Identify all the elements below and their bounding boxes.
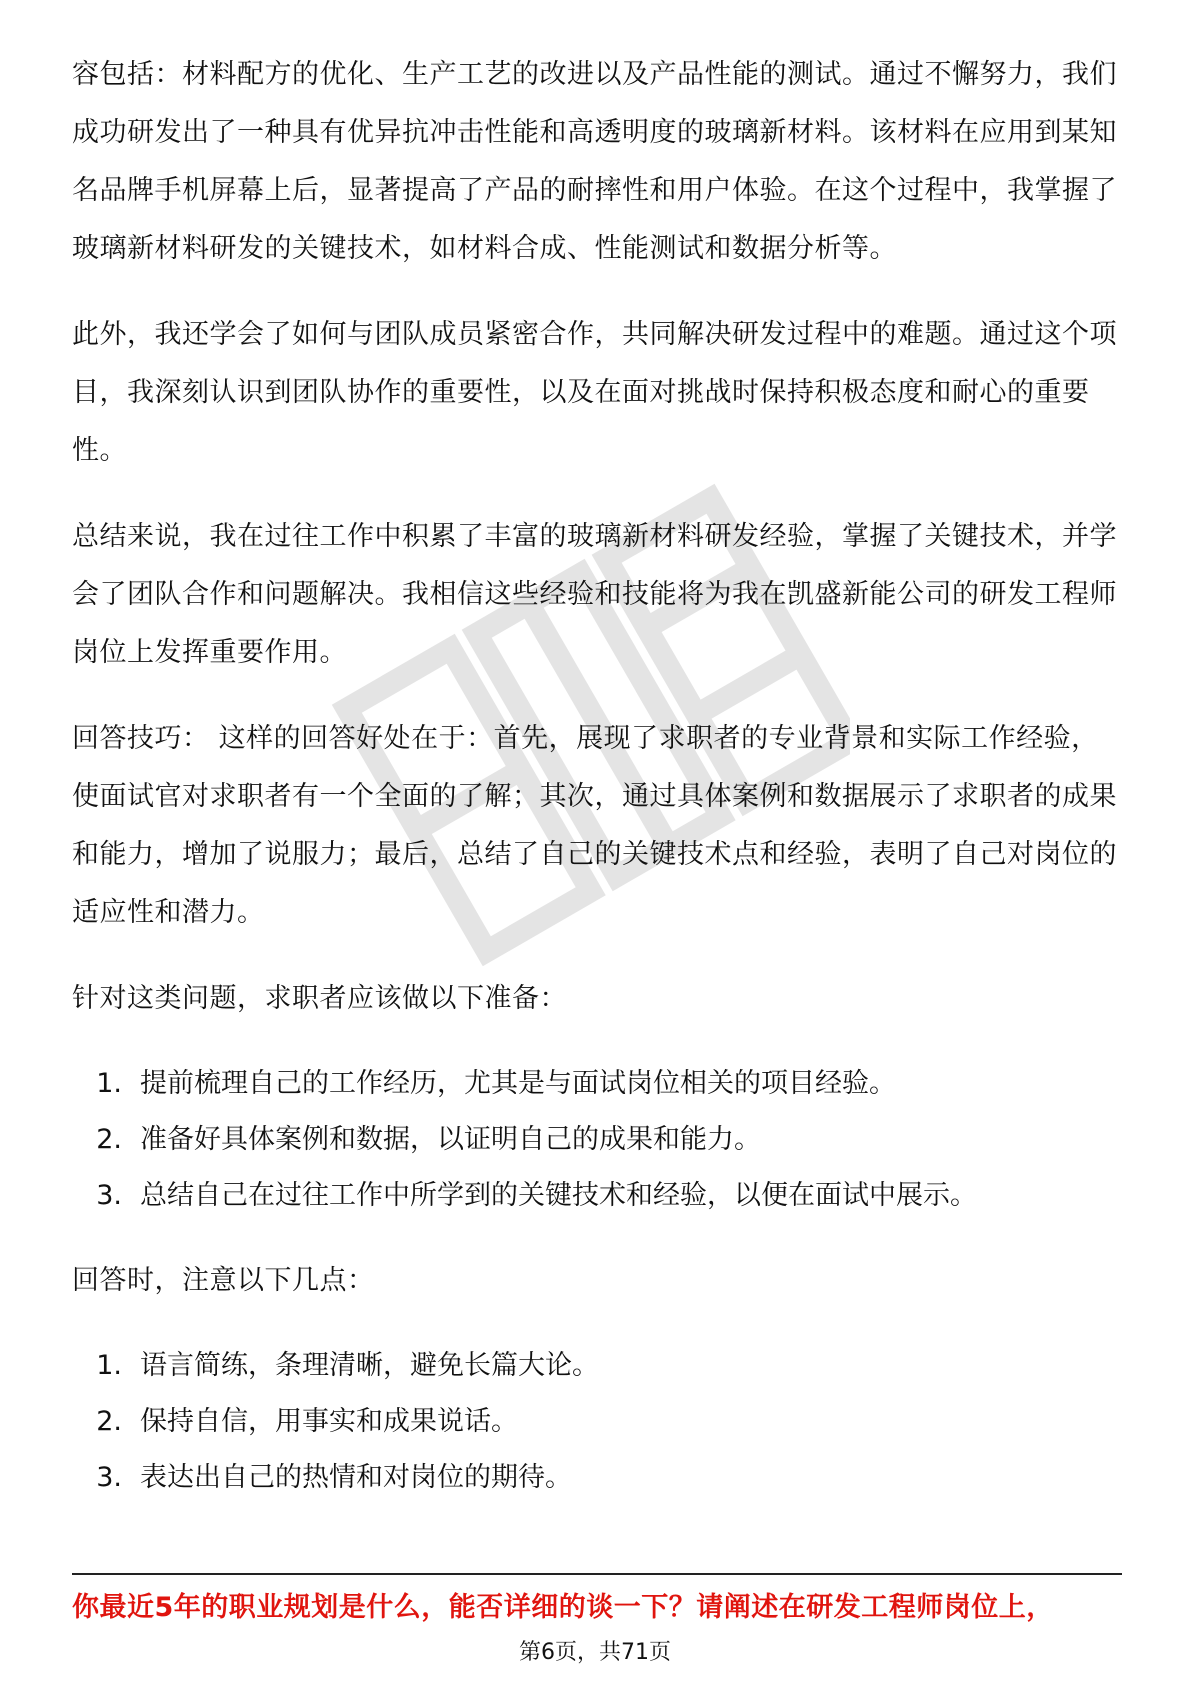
list-item xyxy=(72,1168,1122,1224)
list-item xyxy=(72,1112,1122,1168)
list-item xyxy=(72,1450,1122,1506)
section-divider xyxy=(72,1573,1122,1575)
paragraph-answer-tips: 回答技巧： 这样的回答好处在于：首先，展现了求职者的专业背景和实际工作经验，使面试官对求职者有一个全面的了解；其次，通过具体案例和数据展示了求职者的成果和能力，增加了说服力；最后，总结了自己的关键技术点和经验，表明了自己对岗位的适应性和潜力。 xyxy=(72,723,1117,928)
list-text: 语言简练，条理清晰，避免长篇大论。 xyxy=(140,1350,599,1381)
list-text: 总结自己在过往工作中所学到的关键技术和经验，以便在面试中展示。 xyxy=(140,1180,977,1211)
list-text: 保持自信，用事实和成果说话。 xyxy=(140,1406,518,1437)
notes-intro: 回答时，注意以下几点： xyxy=(72,1265,375,1296)
document-body xyxy=(72,46,1122,1534)
paragraph-research-summary: 容包括：材料配方的优化、生产工艺的改进以及产品性能的测试。通过不懈努力，我们成功研发出了一种具有优异抗冲击性能和高透明度的玻璃新材料。该材料在应用到某知名品牌手机屏幕上后，显著提高了产品的耐摔性和用户体验。在这个过程中，我掌握了玻璃新材料研发的关键技术，如材料合成、性能测试和数据分析等。 xyxy=(72,59,1117,264)
list-number: 1. xyxy=(96,1068,122,1099)
notes-list xyxy=(72,1338,1122,1506)
page-number: 第6页，共71页 xyxy=(519,1640,671,1665)
list-number: 1. xyxy=(96,1350,122,1381)
prep-list xyxy=(72,1056,1122,1224)
list-item xyxy=(72,1394,1122,1450)
list-text: 准备好具体案例和数据，以证明自己的成果和能力。 xyxy=(140,1124,761,1155)
list-number: 2. xyxy=(96,1124,122,1155)
list-text: 表达出自己的热情和对岗位的期待。 xyxy=(140,1462,572,1493)
next-question-heading: 你最近5年的职业规划是什么，能否详细的谈一下？请阐述在研发工程师岗位上， xyxy=(72,1592,1054,1623)
prep-intro: 针对这类问题，求职者应该做以下准备： xyxy=(72,983,567,1014)
list-number: 3. xyxy=(96,1180,122,1211)
list-item xyxy=(72,1056,1122,1112)
list-number: 3. xyxy=(96,1462,122,1493)
list-item xyxy=(72,1338,1122,1394)
list-text: 提前梳理自己的工作经历，尤其是与面试岗位相关的项目经验。 xyxy=(140,1068,896,1099)
paragraph-teamwork: 此外，我还学会了如何与团队成员紧密合作，共同解决研发过程中的难题。通过这个项目，我深刻认识到团队协作的重要性，以及在面对挑战时保持积极态度和耐心的重要性。 xyxy=(72,319,1117,466)
list-number: 2. xyxy=(96,1406,122,1437)
paragraph-conclusion: 总结来说，我在过往工作中积累了丰富的玻璃新材料研发经验，掌握了关键技术，并学会了团队合作和问题解决。我相信这些经验和技能将为我在凯盛新能公司的研发工程师岗位上发挥重要作用。 xyxy=(72,521,1117,668)
